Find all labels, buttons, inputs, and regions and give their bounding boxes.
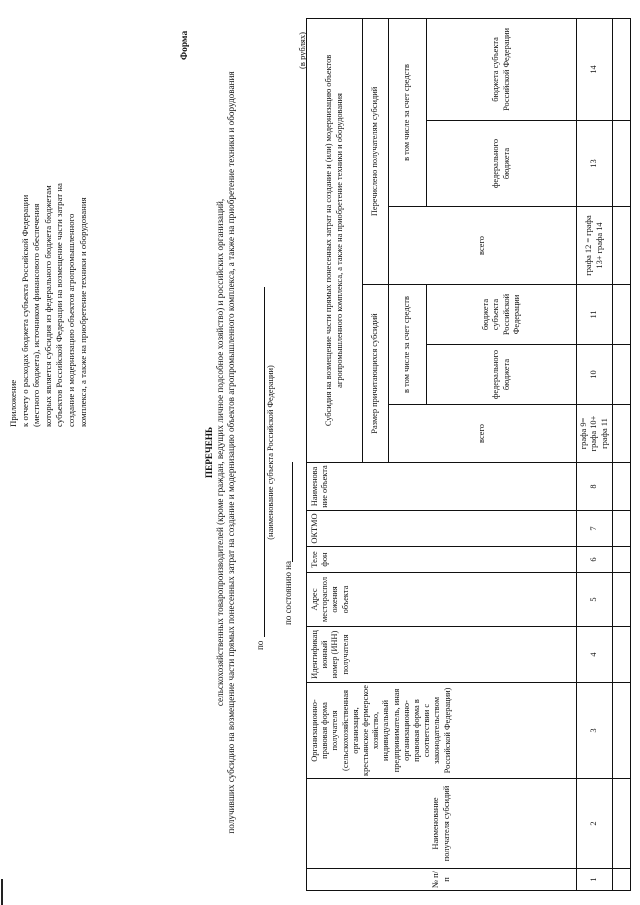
header-due-total: всего xyxy=(389,405,577,463)
appendix-line: к отчету о расходах бюджета субъекта Российской Федерации xyxy=(19,194,30,427)
table-cell xyxy=(613,573,631,627)
appendix-line: Приложение xyxy=(8,379,18,427)
appendix-line: (местного бюджета), источником финансового обеспечения xyxy=(31,203,42,427)
table-cell xyxy=(613,207,631,285)
table-cell xyxy=(613,547,631,573)
subsidy-table xyxy=(306,18,631,891)
column-number: 4 xyxy=(577,627,613,683)
form-label: Форма xyxy=(180,30,190,60)
table-cell xyxy=(613,285,631,345)
header-inn: Идентификационный номер (ИНН) получателя xyxy=(307,627,577,683)
column-number: 11 xyxy=(577,285,613,345)
appendix-line: которых является субсидия из федерального бюджета бюджетам xyxy=(42,185,53,427)
column-number: 2 xyxy=(577,779,613,869)
appendix-line: субъектов Российской Федерации на возмещение части затрат на xyxy=(54,183,65,427)
appendix-note xyxy=(8,7,89,427)
as-of-label: по состоянию на xyxy=(283,561,293,625)
header-oktmo: ОКТМО xyxy=(307,511,577,547)
region-fill-line xyxy=(264,287,265,637)
region-prefix: по xyxy=(255,640,265,650)
column-number: 14 xyxy=(577,18,613,120)
header-legal-form: Организационно-правовая форма получателя (сельскохозяйственная организация, крестьянское фермерское хозяйство, индивидуальный предприниматель, иная организационно-правовая форма в соответствии с законодательством Российской Федерации) xyxy=(307,683,577,779)
table-cell xyxy=(613,627,631,683)
table-cell xyxy=(613,779,631,869)
column-number: графа 12 = графа 13+ графа 14 xyxy=(577,207,613,285)
header-number: № п/п xyxy=(307,869,577,891)
header-phone: Телефон xyxy=(307,547,577,573)
column-number-row xyxy=(577,18,613,890)
header-due-including: в том числе за счет средств xyxy=(389,285,427,405)
column-number: 10 xyxy=(577,345,613,405)
table-cell xyxy=(613,463,631,511)
header-due-regional: бюджета субъекта Российской Федерации xyxy=(427,285,577,345)
table-cell xyxy=(613,511,631,547)
column-number: 7 xyxy=(577,511,613,547)
table-cell xyxy=(613,345,631,405)
header-due-federal: федерального бюджета xyxy=(427,345,577,405)
column-number: 3 xyxy=(577,683,613,779)
table-cell xyxy=(613,683,631,779)
header-recipient-name: Наименование получателя субсидий xyxy=(307,779,577,869)
column-number: 5 xyxy=(577,573,613,627)
header-due-subsidy: Размер причитающихся субсидий xyxy=(363,285,389,463)
table-cell xyxy=(613,869,631,891)
header-object-address: Адрес месторасположения объекта xyxy=(307,573,577,627)
table-cell xyxy=(613,18,631,120)
table-cell xyxy=(613,121,631,207)
column-number: 1 xyxy=(577,869,613,891)
column-number: 8 xyxy=(577,463,613,511)
appendix-line: создание и модернизацию объектов агропромышленного xyxy=(65,213,76,427)
header-paid-subsidy: Перечислено получателям субсидий xyxy=(363,18,389,284)
corner-mark xyxy=(1,879,3,905)
document-title: ПЕРЕЧЕНЬ xyxy=(204,426,214,479)
column-number: графа 9= графа 10+ графа 11 xyxy=(577,405,613,463)
header-paid-federal: федерального бюджета xyxy=(427,121,577,207)
column-number: 13 xyxy=(577,121,613,207)
header-paid-regional: бюджета субъекта Российской Федерации xyxy=(427,18,577,120)
table-empty-row xyxy=(613,18,631,890)
heading-line-2: получивших субсидию на возмещение части прямых понесенных затрат на создание и модернизацию объектов агропромышленного комплекса, а также на приобретение техники и оборудования xyxy=(226,71,236,834)
unit-label: (в рублях) xyxy=(297,32,307,69)
table-cell xyxy=(613,405,631,463)
header-subsidy-group: Субсидия на возмещение части прямых понесенных затрат на создание и (или) модернизацию объектов агропромышленного комплекса, а также на приобретение техники и оборудования xyxy=(307,18,363,462)
header-paid-total: всего xyxy=(389,207,577,285)
heading-line-1: сельскохозяйственных товаропроизводителей (кроме граждан, ведущих личное подсобное хозяйство) и российских организаций, xyxy=(215,198,225,707)
header-paid-including: в том числе за счет средств xyxy=(389,18,427,206)
column-number: 6 xyxy=(577,547,613,573)
header-object-name: Наименование объекта xyxy=(307,463,577,511)
as-of-fill-line xyxy=(292,462,293,562)
region-caption: (наименование субъекта Российской Федерации) xyxy=(266,365,275,540)
appendix-line: комплекса, а также на приобретение техники и оборудования xyxy=(77,197,88,427)
